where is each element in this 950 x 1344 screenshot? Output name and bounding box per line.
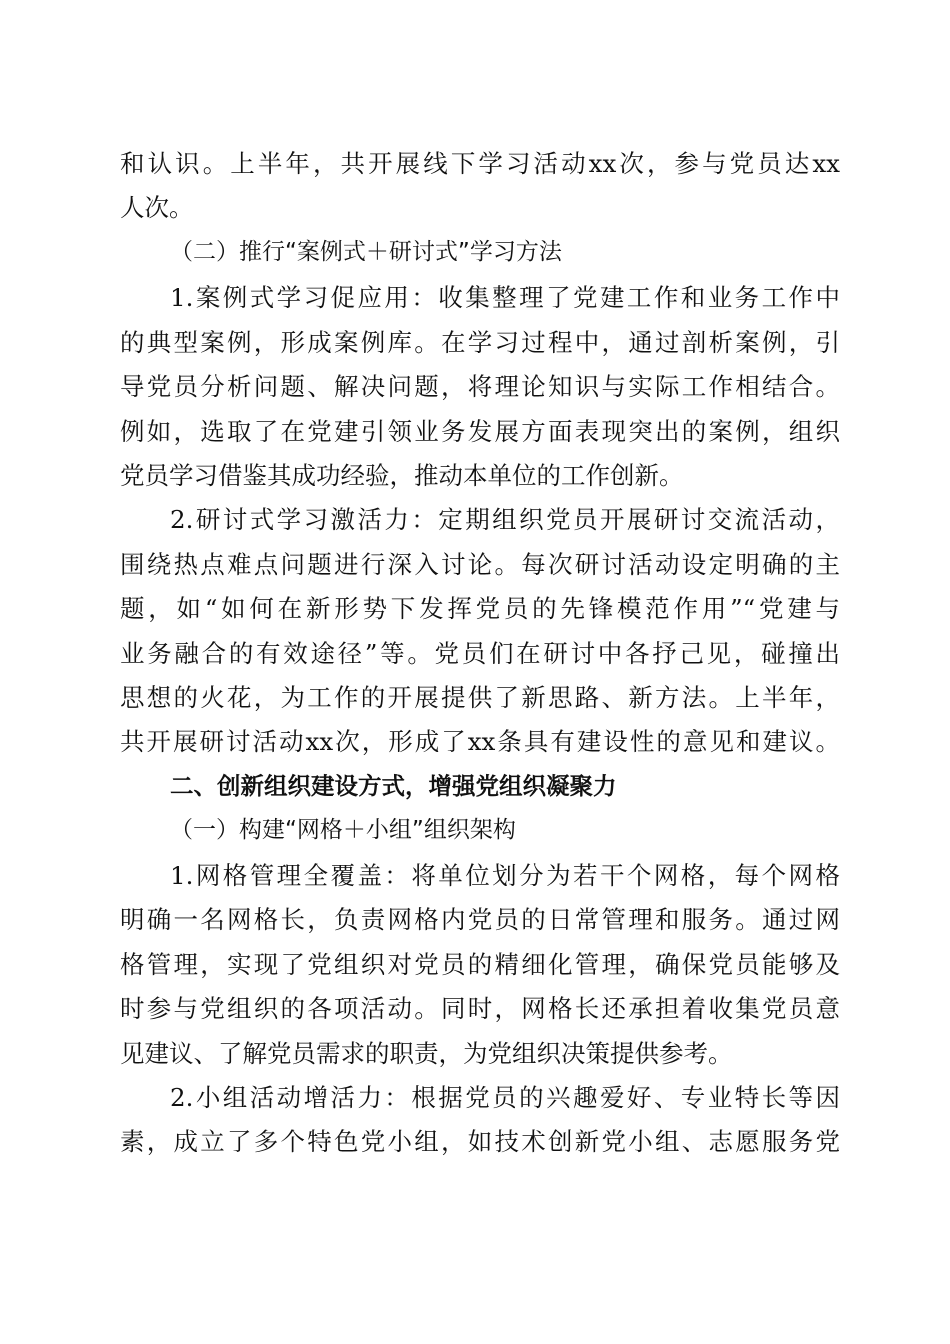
- paragraph-first-line: 1.案例式学习促应用：收集整理了党建工作和业务工作中: [170, 283, 840, 312]
- text-line: 和认识。上半年，共开展线下学习活动xx次，参与党员达xx: [120, 149, 840, 178]
- text-line: 明确一名网格长，负责网格内党员的日常管理和服务。通过网: [120, 905, 840, 934]
- text-line: 例如，选取了在党建引领业务发展方面表现突出的案例，组织: [120, 417, 840, 446]
- text-line: 思想的火花，为工作的开展提供了新思路、新方法。上半年，: [120, 683, 840, 712]
- text-line: 共开展研讨活动xx次，形成了xx条具有建设性的意见和建议。: [120, 727, 840, 756]
- text-line: 的典型案例，形成案例库。在学习过程中，通过剖析案例，引: [120, 328, 840, 357]
- text-line: 格管理，实现了党组织对党员的精细化管理，确保党员能够及: [120, 950, 840, 979]
- text-line: 题，如“如何在新形势下发挥党员的先锋模范作用”“党建与: [120, 594, 840, 623]
- text-line: 业务融合的有效途径”等。党员们在研讨中各抒己见，碰撞出: [120, 639, 840, 668]
- section-subheading: （一）构建“网格＋小组”组织架构: [170, 817, 516, 843]
- text-line: 导党员分析问题、解决问题，将理论知识与实际工作相结合。: [120, 372, 840, 401]
- text-line: 围绕热点难点问题进行深入讨论。每次研讨活动设定明确的主: [120, 550, 840, 579]
- section-heading: 二、创新组织建设方式，增强党组织凝聚力: [170, 772, 617, 800]
- paragraph-first-line: 2.研讨式学习激活力：定期组织党员开展研讨交流活动，: [170, 505, 840, 534]
- text-line: 素，成立了多个特色党小组，如技术创新党小组、志愿服务党: [120, 1127, 840, 1156]
- text-line: 人次。: [120, 193, 194, 222]
- section-subheading: （二）推行“案例式＋研讨式”学习方法: [170, 239, 562, 265]
- text-line: 党员学习借鉴其成功经验，推动本单位的工作创新。: [120, 461, 684, 490]
- text-line: 见建议、了解党员需求的职责，为党组织决策提供参考。: [120, 1039, 733, 1068]
- paragraph-first-line: 1.网格管理全覆盖：将单位划分为若干个网格，每个网格: [170, 861, 840, 890]
- paragraph-first-line: 2.小组活动增活力：根据党员的兴趣爱好、专业特长等因: [170, 1083, 840, 1112]
- text-line: 时参与党组织的各项活动。同时，网格长还承担着收集党员意: [120, 994, 840, 1023]
